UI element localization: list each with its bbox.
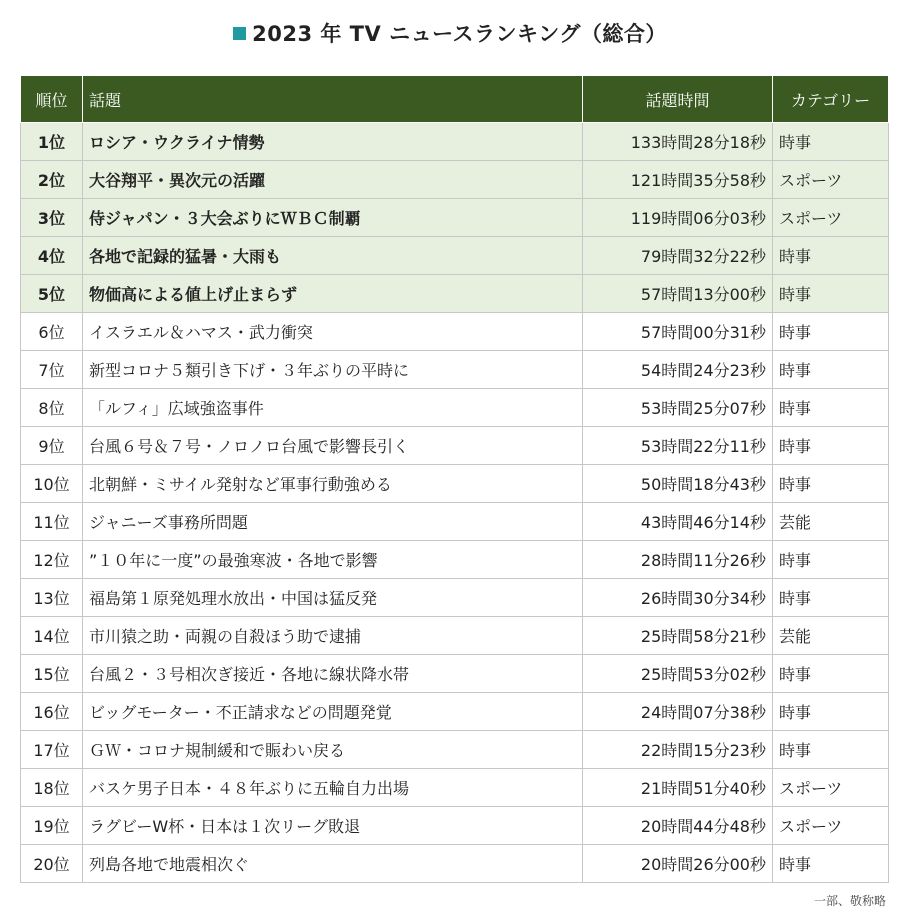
table-row — [21, 731, 889, 769]
category-cell: スポーツ — [773, 807, 889, 845]
time-cell: 119時間06分03秒 — [583, 199, 773, 237]
category-cell: 時事 — [773, 389, 889, 427]
table-row — [21, 541, 889, 579]
table-row — [21, 199, 889, 237]
topic-cell: 台風６号＆７号・ノロノロ台風で影響長引く — [83, 427, 583, 465]
category-cell: 時事 — [773, 427, 889, 465]
rank-cell: 6位 — [21, 313, 83, 351]
table-row — [21, 427, 889, 465]
time-cell: 25時間58分21秒 — [583, 617, 773, 655]
topic-cell: ＧＷ・コロナ規制緩和で賑わい戻る — [83, 731, 583, 769]
time-cell: 21時間51分40秒 — [583, 769, 773, 807]
topic-cell: 新型コロナ５類引き下げ・３年ぶりの平時に — [83, 351, 583, 389]
page-title — [0, 18, 900, 48]
category-cell: 時事 — [773, 237, 889, 275]
topic-cell: 各地で記録的猛暑・大雨も — [83, 237, 583, 275]
time-cell: 79時間32分22秒 — [583, 237, 773, 275]
topic-cell: 列島各地で地震相次ぐ — [83, 845, 583, 883]
title-square-icon — [233, 27, 246, 40]
table-row — [21, 465, 889, 503]
time-cell: 24時間07分38秒 — [583, 693, 773, 731]
category-cell: 芸能 — [773, 617, 889, 655]
rank-cell: 14位 — [21, 617, 83, 655]
ranking-table — [20, 75, 889, 883]
rank-cell: 2位 — [21, 161, 83, 199]
time-cell: 26時間30分34秒 — [583, 579, 773, 617]
table-row — [21, 655, 889, 693]
topic-cell: ビッグモーター・不正請求などの問題発覚 — [83, 693, 583, 731]
table-row — [21, 351, 889, 389]
topic-cell: 大谷翔平・異次元の活躍 — [83, 161, 583, 199]
table-header-row — [21, 76, 889, 123]
category-cell: 時事 — [773, 541, 889, 579]
topic-cell: ジャニーズ事務所問題 — [83, 503, 583, 541]
category-cell: 時事 — [773, 465, 889, 503]
table-body — [21, 123, 889, 883]
rank-cell: 19位 — [21, 807, 83, 845]
footnote: 一部、敬称略 — [813, 894, 886, 908]
rank-cell: 11位 — [21, 503, 83, 541]
table-row — [21, 579, 889, 617]
category-cell: 時事 — [773, 655, 889, 693]
table-row — [21, 807, 889, 845]
time-cell: 57時間13分00秒 — [583, 275, 773, 313]
rank-cell: 12位 — [21, 541, 83, 579]
topic-cell: 台風２・３号相次ぎ接近・各地に線状降水帯 — [83, 655, 583, 693]
rank-cell: 9位 — [21, 427, 83, 465]
table-row — [21, 693, 889, 731]
topic-cell: ラグビーW杯・日本は１次リーグ敗退 — [83, 807, 583, 845]
time-cell: 57時間00分31秒 — [583, 313, 773, 351]
rank-cell: 15位 — [21, 655, 83, 693]
category-cell: 時事 — [773, 579, 889, 617]
time-cell: 25時間53分02秒 — [583, 655, 773, 693]
category-cell: 時事 — [773, 313, 889, 351]
rank-cell: 10位 — [21, 465, 83, 503]
time-cell: 133時間28分18秒 — [583, 123, 773, 161]
time-cell: 53時間25分07秒 — [583, 389, 773, 427]
time-cell: 50時間18分43秒 — [583, 465, 773, 503]
category-cell: 芸能 — [773, 503, 889, 541]
rank-cell: 8位 — [21, 389, 83, 427]
rank-cell: 20位 — [21, 845, 83, 883]
topic-cell: 物価高による値上げ止まらず — [83, 275, 583, 313]
time-cell: 20時間44分48秒 — [583, 807, 773, 845]
time-cell: 121時間35分58秒 — [583, 161, 773, 199]
topic-cell: 「ルフィ」広域強盗事件 — [83, 389, 583, 427]
rank-cell: 5位 — [21, 275, 83, 313]
rank-cell: 17位 — [21, 731, 83, 769]
time-cell: 43時間46分14秒 — [583, 503, 773, 541]
table-row — [21, 769, 889, 807]
category-cell: 時事 — [773, 123, 889, 161]
topic-cell: バスケ男子日本・４８年ぶりに五輪自力出場 — [83, 769, 583, 807]
time-cell: 20時間26分00秒 — [583, 845, 773, 883]
rank-cell: 18位 — [21, 769, 83, 807]
rank-cell: 16位 — [21, 693, 83, 731]
category-cell: スポーツ — [773, 161, 889, 199]
category-cell: 時事 — [773, 693, 889, 731]
table-row — [21, 503, 889, 541]
table-row — [21, 617, 889, 655]
category-cell: スポーツ — [773, 769, 889, 807]
topic-cell: 北朝鮮・ミサイル発射など軍事行動強める — [83, 465, 583, 503]
category-cell: 時事 — [773, 845, 889, 883]
rank-cell: 1位 — [21, 123, 83, 161]
category-cell: 時事 — [773, 275, 889, 313]
topic-cell: ロシア・ウクライナ情勢 — [83, 123, 583, 161]
header-time: 話題時間 — [583, 76, 773, 123]
topic-cell: 市川猿之助・両親の自殺ほう助で逮捕 — [83, 617, 583, 655]
category-cell: 時事 — [773, 731, 889, 769]
table-row — [21, 161, 889, 199]
topic-cell: ”１０年に一度”の最強寒波・各地で影響 — [83, 541, 583, 579]
topic-cell: 侍ジャパン・３大会ぶりにＷＢＣ制覇 — [83, 199, 583, 237]
time-cell: 22時間15分23秒 — [583, 731, 773, 769]
category-cell: 時事 — [773, 351, 889, 389]
table-row — [21, 237, 889, 275]
table-row — [21, 845, 889, 883]
header-category: カテゴリー — [773, 76, 889, 123]
topic-cell: 福島第１原発処理水放出・中国は猛反発 — [83, 579, 583, 617]
table-row — [21, 389, 889, 427]
header-topic: 話題 — [83, 76, 583, 123]
rank-cell: 7位 — [21, 351, 83, 389]
table-row — [21, 123, 889, 161]
time-cell: 53時間22分11秒 — [583, 427, 773, 465]
table-row — [21, 313, 889, 351]
rank-cell: 13位 — [21, 579, 83, 617]
rank-cell: 3位 — [21, 199, 83, 237]
table-row — [21, 275, 889, 313]
header-rank: 順位 — [21, 76, 83, 123]
category-cell: スポーツ — [773, 199, 889, 237]
topic-cell: イスラエル＆ハマス・武力衝突 — [83, 313, 583, 351]
time-cell: 54時間24分23秒 — [583, 351, 773, 389]
page-title-text: 2023 年 TV ニュースランキング（総合） — [252, 22, 667, 46]
rank-cell: 4位 — [21, 237, 83, 275]
time-cell: 28時間11分26秒 — [583, 541, 773, 579]
